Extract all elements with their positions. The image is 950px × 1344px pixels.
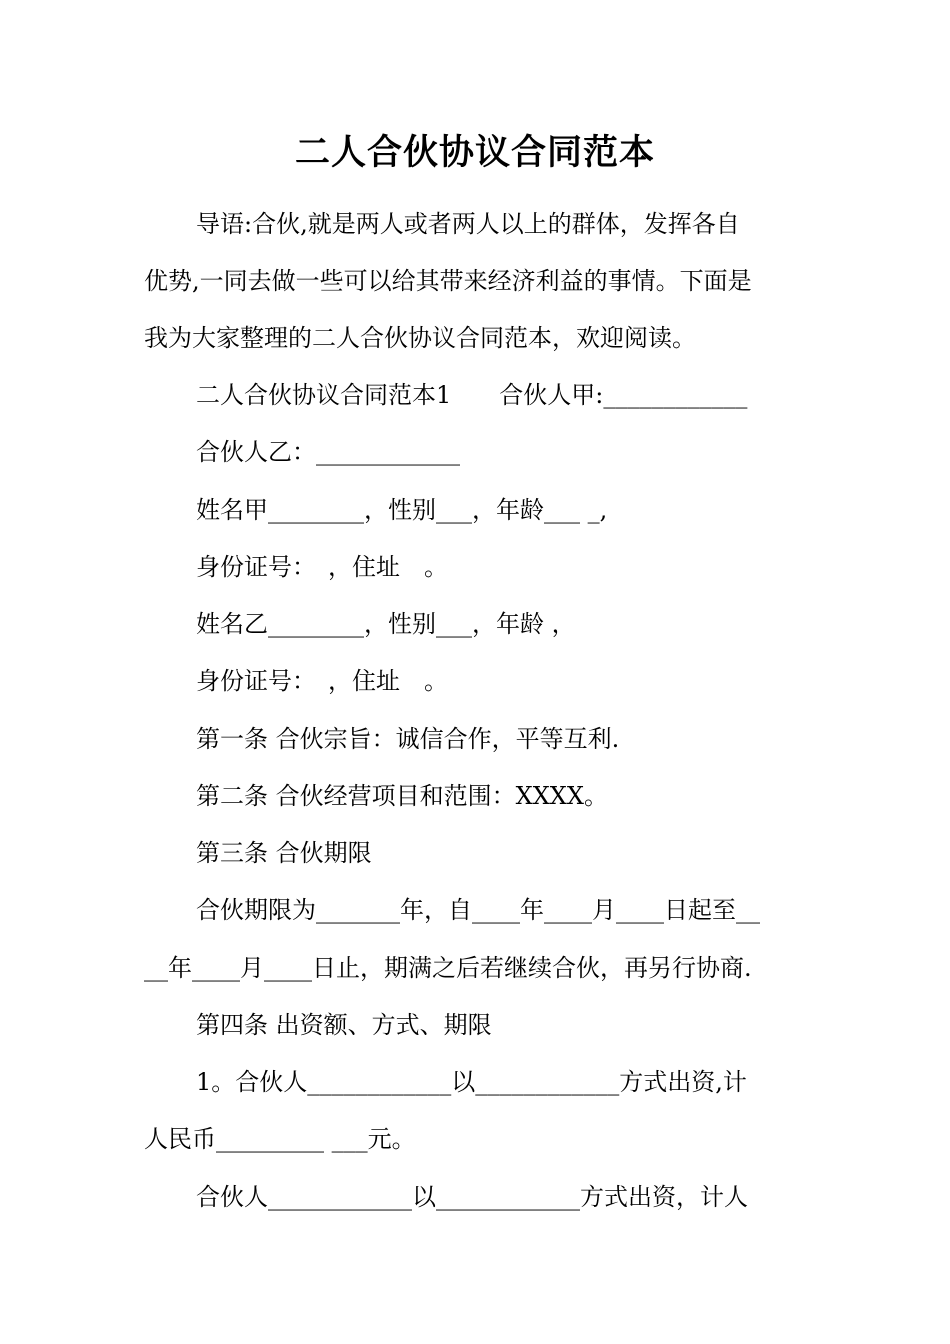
paragraph-line: 身份证号： ，住址 。	[196, 667, 448, 695]
paragraph-line: 第三条 合伙期限	[196, 839, 372, 867]
paragraph-line: 二人合伙协议合同范本1 合伙人甲:____________	[196, 381, 748, 409]
paragraph-line: 我为大家整理的二人合伙协议合同范本，欢迎阅读。	[144, 324, 696, 352]
document-title: 二人合伙协议合同范本	[294, 132, 655, 173]
paragraph-line: 第四条 出资额、方式、期限	[196, 1011, 492, 1039]
paragraph-line: 合伙人乙：____________	[196, 438, 460, 466]
paragraph-line: 合伙期限为_______年，自____年____月____日起至__	[196, 896, 760, 924]
paragraph-line: __年____月____日止，期满之后若继续合伙，再另行协商.	[144, 954, 752, 982]
paragraph-line: 姓名乙________，性别___，年龄 ，	[196, 610, 576, 638]
paragraph-line: 身份证号： ，住址 。	[196, 553, 448, 581]
paragraph-line: 第二条 合伙经营项目和范围：XXXX。	[196, 782, 608, 810]
paragraph-line: 合伙人____________以____________方式出资，计人	[196, 1183, 748, 1211]
paragraph-line: 导语:合伙,就是两人或者两人以上的群体，发挥各自	[196, 210, 740, 238]
paragraph-line: 优势,一同去做一些可以给其带来经济利益的事情。下面是	[144, 267, 752, 295]
paragraph-line: 人民币_________ ___元。	[144, 1125, 416, 1153]
paragraph-line: 第一条 合伙宗旨：诚信合作，平等互利.	[196, 725, 620, 753]
paragraph-line: 姓名甲________，性别___，年龄___ _,	[196, 496, 608, 524]
paragraph-line: 1。合伙人____________以____________方式出资,计	[196, 1068, 747, 1096]
